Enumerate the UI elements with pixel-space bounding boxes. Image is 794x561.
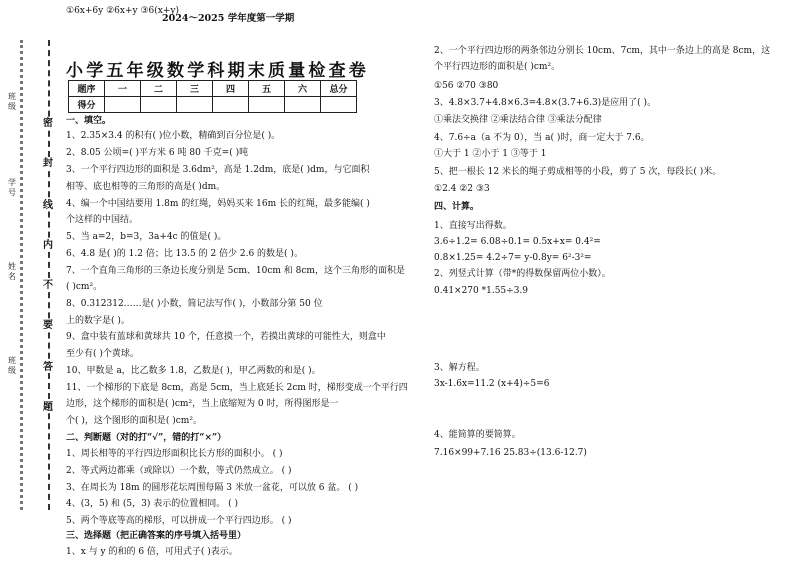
seal-char: 题: [43, 402, 53, 413]
question-line: 3、解方程。: [434, 363, 485, 373]
question-line: ①56 ②70 ③80: [434, 81, 499, 91]
question-line: 相等、底也相等的三角形的高是( )dm。: [66, 182, 226, 192]
seal-char: 不: [43, 280, 53, 291]
question-line: ①乘法交换律 ②乘法结合律 ③乘法分配律: [434, 115, 602, 125]
score-cell[interactable]: [105, 97, 141, 113]
question-line: ①6x+6y ②6x+y ③6(x+y): [66, 6, 179, 16]
section-heading: 四、计算。: [434, 202, 480, 212]
side-label-number: 学号: [8, 178, 16, 197]
question-line: 4、编一个中国结要用 1.8m 的红绳，妈妈买来 16m 长的红绳，最多能编( ): [66, 199, 370, 209]
question-line: 3、4.8×3.7+4.8×6.3=4.8×(3.7+6.3)是应用了( )。: [434, 98, 657, 108]
question-line: 1、2.35×3.4 的积有( )位小数，精确到百分位是( )。: [66, 131, 281, 141]
score-header: 二: [141, 81, 177, 97]
score-header: 六: [285, 81, 321, 97]
score-table: [68, 80, 357, 113]
seal-char: 内: [43, 240, 53, 251]
question-line: 3、在周长为 18m 的圆形花坛周围每隔 3 米放一盆花，可以放 6 盆。 ( ): [66, 483, 359, 493]
question-line: 个这样的中国结。: [66, 215, 139, 225]
question-line: 边形，这个梯形的面积是( )cm²，当上底缩短为 0 时，所得图形是一: [66, 399, 339, 409]
question-line: 1、x 与 y 的和的 6 倍，可用式子( )表示。: [66, 547, 238, 557]
question-line: 5、当 a=2，b=3，3a+4c 的值是( )。: [66, 232, 227, 242]
score-header: 三: [177, 81, 213, 97]
side-label-class-2: 班级: [8, 356, 16, 375]
seal-char: 答: [43, 362, 53, 373]
score-header-row: [69, 81, 357, 97]
question-line: 5、把一根长 12 米长的绳子剪成相等的小段，剪了 5 次，每段长( )米。: [434, 167, 722, 177]
question-line: 2、列竖式计算（带*的得数保留两位小数）。: [434, 269, 611, 279]
score-cell[interactable]: [213, 97, 249, 113]
question-line: 上的数字是( )。: [66, 316, 130, 326]
seal-char: 要: [43, 320, 53, 331]
question-line: 至少有( )个黄球。: [66, 349, 139, 359]
side-label-name: 姓名: [8, 262, 16, 281]
question-line: 3.6÷1.2= 6.08÷0.1= 0.5x+x= 0.4²=: [434, 237, 601, 247]
margin-dotted-line: [20, 40, 23, 510]
question-line: 10、甲数是 a，比乙数多 1.8，乙数是( )，甲乙两数的和是( )。: [66, 366, 321, 376]
score-row: [69, 97, 357, 113]
school-year: 2024～2025 学年度第一学期: [162, 13, 295, 24]
score-header: 五: [249, 81, 285, 97]
score-row-label: 得分: [69, 97, 105, 113]
side-label-class: 班级: [8, 92, 16, 111]
score-cell[interactable]: [285, 97, 321, 113]
seal-char: 封: [43, 158, 53, 169]
score-header: 题序: [69, 81, 105, 97]
binding-margin: [0, 0, 58, 561]
section-heading: 一、填空。: [66, 116, 112, 126]
question-line: 0.41×270 *1.55÷3.9: [434, 286, 529, 296]
right-column: [430, 46, 782, 551]
question-line: ( )cm²。: [66, 282, 103, 292]
score-cell[interactable]: [321, 97, 357, 113]
question-line: 11、一个梯形的下底是 8cm，高是 5cm，当上底延长 2cm 时，梯形变成一个平行四: [66, 383, 408, 393]
score-cell[interactable]: [177, 97, 213, 113]
exam-title: 小学五年级数学科期末质量检查卷: [66, 61, 369, 81]
score-header: 四: [213, 81, 249, 97]
question-line: 6、4.8 是( )的 1.2 倍；比 13.5 的 2 倍少 2.6 的数是( )。: [66, 249, 303, 259]
question-line: 2、等式两边都乘（或除以）一个数，等式仍然成立。 ( ): [66, 466, 292, 476]
score-cell[interactable]: [249, 97, 285, 113]
seal-char: 密: [43, 118, 53, 129]
question-line: 4、(3，5) 和 (5，3) 表示的位置相同。 ( ): [66, 499, 239, 509]
question-line: 个( )，这个图形的面积是( )cm²。: [66, 416, 202, 426]
question-line: 9、盒中装有蓝球和黄球共 10 个，任意摸一个，若摸出黄球的可能性大，则盒中: [66, 332, 386, 342]
question-line: 4、能简算的要简算。: [434, 430, 521, 440]
question-line: 个平行四边形的面积是( )cm²。: [434, 62, 561, 72]
seal-char: 线: [43, 200, 53, 211]
question-line: 7.16×99+7.16 25.83÷(13.6-12.7): [434, 448, 587, 458]
question-line: 1、直接写出得数。: [434, 221, 512, 231]
question-line: 1、周长相等的平行四边形面积比长方形的面积小。 ( ): [66, 449, 283, 459]
cut-line: [48, 40, 50, 510]
score-header: 总分: [321, 81, 357, 97]
question-line: ①2.4 ②2 ③3: [434, 184, 490, 194]
question-line: 3x-1.6x=11.2 (x+4)÷5=6: [434, 379, 550, 389]
question-line: 8、0.312312……是( )小数，简记法写作( )，小数部分第 50 位: [66, 299, 323, 309]
question-line: 2、8.05 公顷=( )平方米 6 吨 80 千克=( )吨: [66, 148, 249, 158]
question-line: 5、两个等底等高的梯形，可以拼成一个平行四边形。 ( ): [66, 516, 292, 526]
score-cell[interactable]: [141, 97, 177, 113]
question-line: ①大于 1 ②小于 1 ③等于 1: [434, 149, 547, 159]
exam-page: [62, 6, 782, 556]
section-heading: 三、选择题（把正确答案的序号填入括号里）: [66, 531, 247, 541]
question-line: 3、一个平行四边形的面积是 3.6dm²，高是 1.2dm，底是( )dm，与它面积: [66, 165, 370, 175]
section-heading: 二、判断题（对的打“√”，错的打“×”）: [66, 433, 227, 443]
left-column: [62, 6, 408, 557]
question-line: 4、7.6÷a（a 不为 0），当 a( )时，商一定大于 7.6。: [434, 133, 650, 143]
question-line: 0.8×1.25= 4.2÷7= y-0.8y= 6²-3²=: [434, 253, 592, 263]
question-line: 2、一个平行四边形的两条邻边分别长 10cm、7cm，其中一条边上的高是 8cm，这: [434, 46, 771, 56]
score-header: 一: [105, 81, 141, 97]
question-line: 7、一个直角三角形的三条边长度分别是 5cm、10cm 和 8cm，这个三角形的面积是: [66, 266, 405, 276]
